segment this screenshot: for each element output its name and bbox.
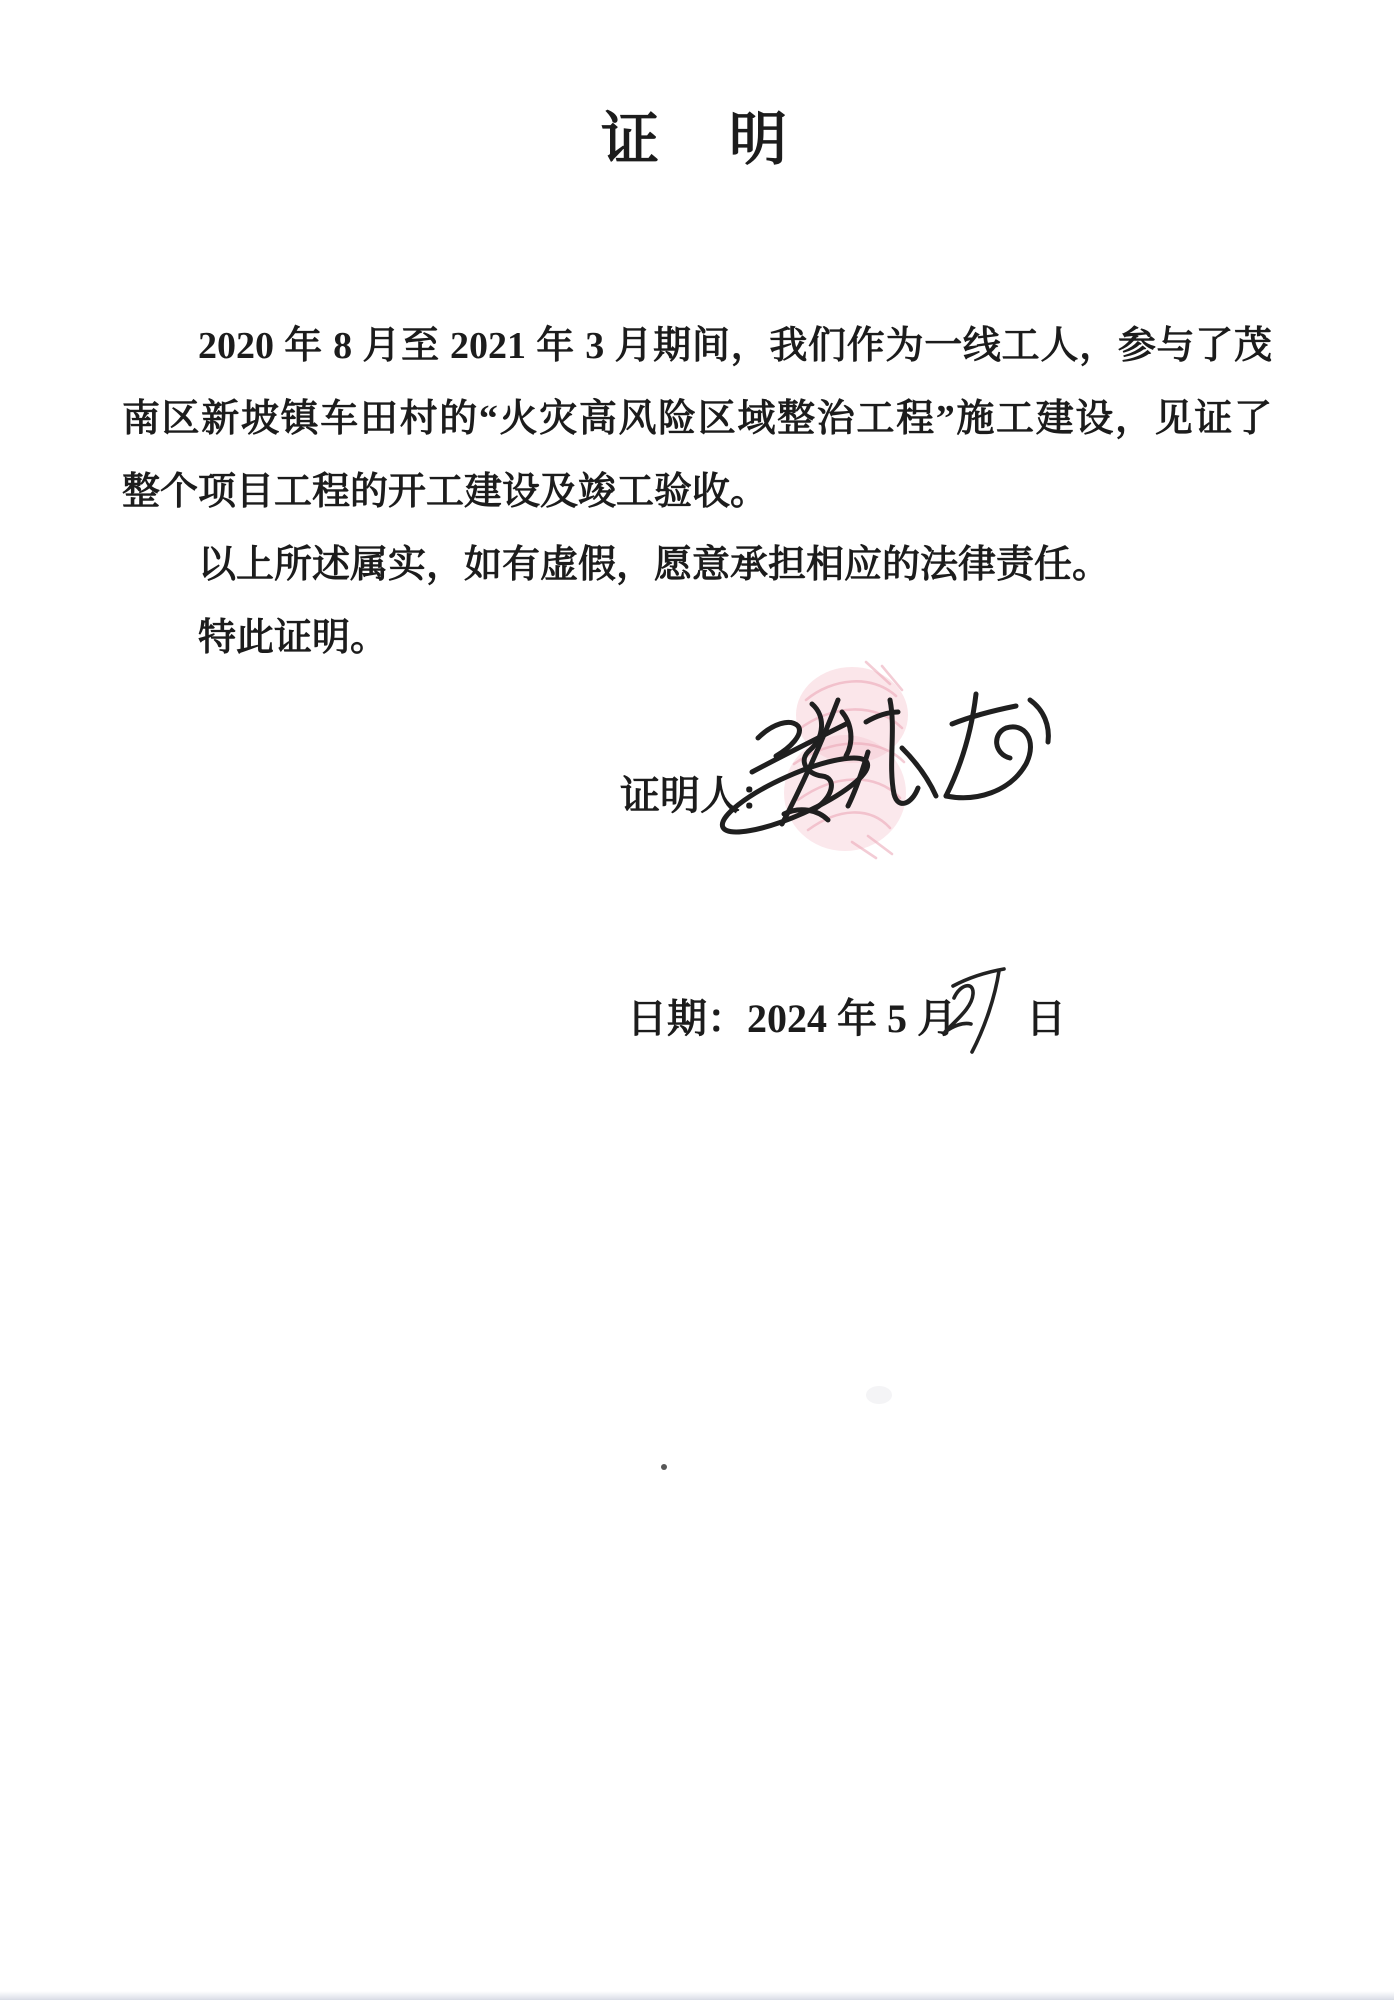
body-line-4: 以上所述属实，如有虚假，愿意承担相应的法律责任。 <box>198 544 1111 586</box>
body-line-2: 南区新坡镇车田村的“火灾高风险区域整治工程”施工建设，见证了 <box>122 398 1272 440</box>
scan-edge-shadow <box>0 1991 1394 2000</box>
date-suffix: 日 <box>1026 996 1066 1041</box>
signer-label: 证明人： <box>620 773 780 818</box>
body-text-block <box>122 310 1272 675</box>
body-line-3: 整个项目工程的开工建设及竣工验收。 <box>122 471 769 513</box>
body-line-5: 特此证明。 <box>198 617 389 659</box>
scan-smudge-artifact <box>866 1386 892 1404</box>
document-title: 证 明 <box>600 107 793 172</box>
ink-dot-artifact <box>661 1464 667 1470</box>
handwritten-day-27 <box>932 952 1024 1057</box>
date-label: 日期：2024 年 5 月 <box>627 996 957 1041</box>
body-line-1: 2020 年 8 月至 2021 年 3 月期间，我们作为一线工人，参与了茂 <box>198 325 1272 367</box>
handwritten-signature <box>690 650 1100 870</box>
